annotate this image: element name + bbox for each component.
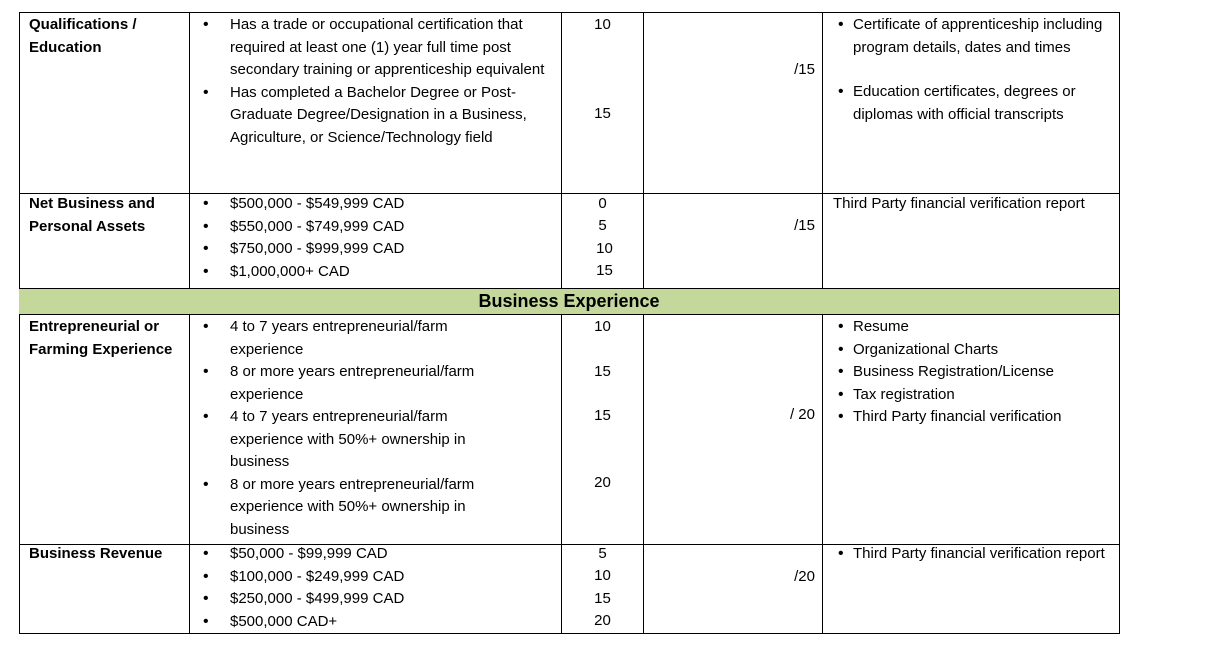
points-value: 0 — [598, 195, 607, 212]
document-item: • Business Registration/License — [823, 361, 1119, 384]
points-value: 10 — [594, 16, 611, 33]
option-experience: • 4 to 7 years entrepreneurial/farm experience — [190, 316, 561, 361]
document-item: • Third Party financial verification — [823, 406, 1119, 429]
experience-documents — [823, 316, 1119, 429]
option-experience: • 8 or more years entrepreneurial/farm experience — [190, 361, 561, 406]
points-value: 15 — [594, 105, 611, 122]
qualifications-options — [190, 14, 561, 149]
revenue-max-score: /20 — [794, 568, 815, 585]
net-assets-options — [190, 193, 561, 283]
section-header-business-experience: Business Experience — [19, 288, 1119, 315]
document-item: • Resume — [823, 316, 1119, 339]
points-value: 10 — [594, 567, 611, 584]
criterion-entrepreneurial-experience: Entrepreneurial or Farming Experience — [29, 318, 173, 358]
option-bachelor-degree: • Has completed a Bachelor Degree or Post-Graduate Degree/Designation in a Business, Agriculture, or Science/Technology field — [190, 82, 561, 150]
option-experience: • 8 or more years entrepreneurial/farm experience with 50%+ ownership in business — [190, 474, 561, 542]
revenue-documents — [823, 543, 1119, 566]
document-item: • Certificate of apprenticeship including program details, dates and times — [823, 14, 1119, 59]
points-value: 10 — [594, 318, 611, 335]
qualifications-max-score: /15 — [794, 61, 815, 78]
option-revenue-range: • $500,000 CAD+ — [190, 611, 561, 634]
option-asset-range: • $750,000 - $999,999 CAD — [190, 238, 561, 261]
option-trade-certification: • Has a trade or occupational certification that required at least one (1) year full time post secondary training or apprenticeship equivalent — [190, 14, 561, 82]
document-item: • Third Party financial verification report — [823, 543, 1119, 566]
option-revenue-range: • $100,000 - $249,999 CAD — [190, 566, 561, 589]
net-assets-max-score: /15 — [794, 217, 815, 234]
document-item: • Organizational Charts — [823, 339, 1119, 362]
points-value: 10 — [596, 240, 613, 257]
net-assets-documents: Third Party financial verification report — [833, 195, 1085, 212]
qualifications-documents — [823, 14, 1119, 126]
document-item: • Tax registration — [823, 384, 1119, 407]
revenue-points — [562, 543, 643, 633]
experience-points — [562, 316, 643, 541]
revenue-options — [190, 543, 561, 633]
experience-options — [190, 316, 561, 541]
option-asset-range: • $500,000 - $549,999 CAD — [190, 193, 561, 216]
document-item: • Education certificates, degrees or diplomas with official transcripts — [823, 81, 1119, 126]
criterion-net-assets: Net Business and Personal Assets — [29, 195, 155, 235]
option-asset-range: • $1,000,000+ CAD — [190, 261, 561, 284]
points-value: 15 — [594, 590, 611, 607]
points-value: 15 — [596, 262, 613, 279]
option-revenue-range: • $250,000 - $499,999 CAD — [190, 588, 561, 611]
points-value: 15 — [594, 407, 611, 424]
points-value: 20 — [594, 612, 611, 629]
criterion-qualifications-education: Qualifications / Education — [29, 16, 137, 56]
points-value: 15 — [594, 363, 611, 380]
points-value: 5 — [598, 217, 607, 234]
criterion-business-revenue: Business Revenue — [29, 545, 163, 562]
option-experience: • 4 to 7 years entrepreneurial/farm experience with 50%+ ownership in business — [190, 406, 561, 474]
experience-max-score: / 20 — [789, 406, 815, 423]
option-revenue-range: • $50,000 - $99,999 CAD — [190, 543, 561, 566]
option-asset-range: • $550,000 - $749,999 CAD — [190, 216, 561, 239]
qualifications-points — [562, 14, 643, 189]
net-assets-points — [562, 193, 643, 285]
points-value: 5 — [598, 545, 607, 562]
points-value: 20 — [594, 474, 611, 491]
